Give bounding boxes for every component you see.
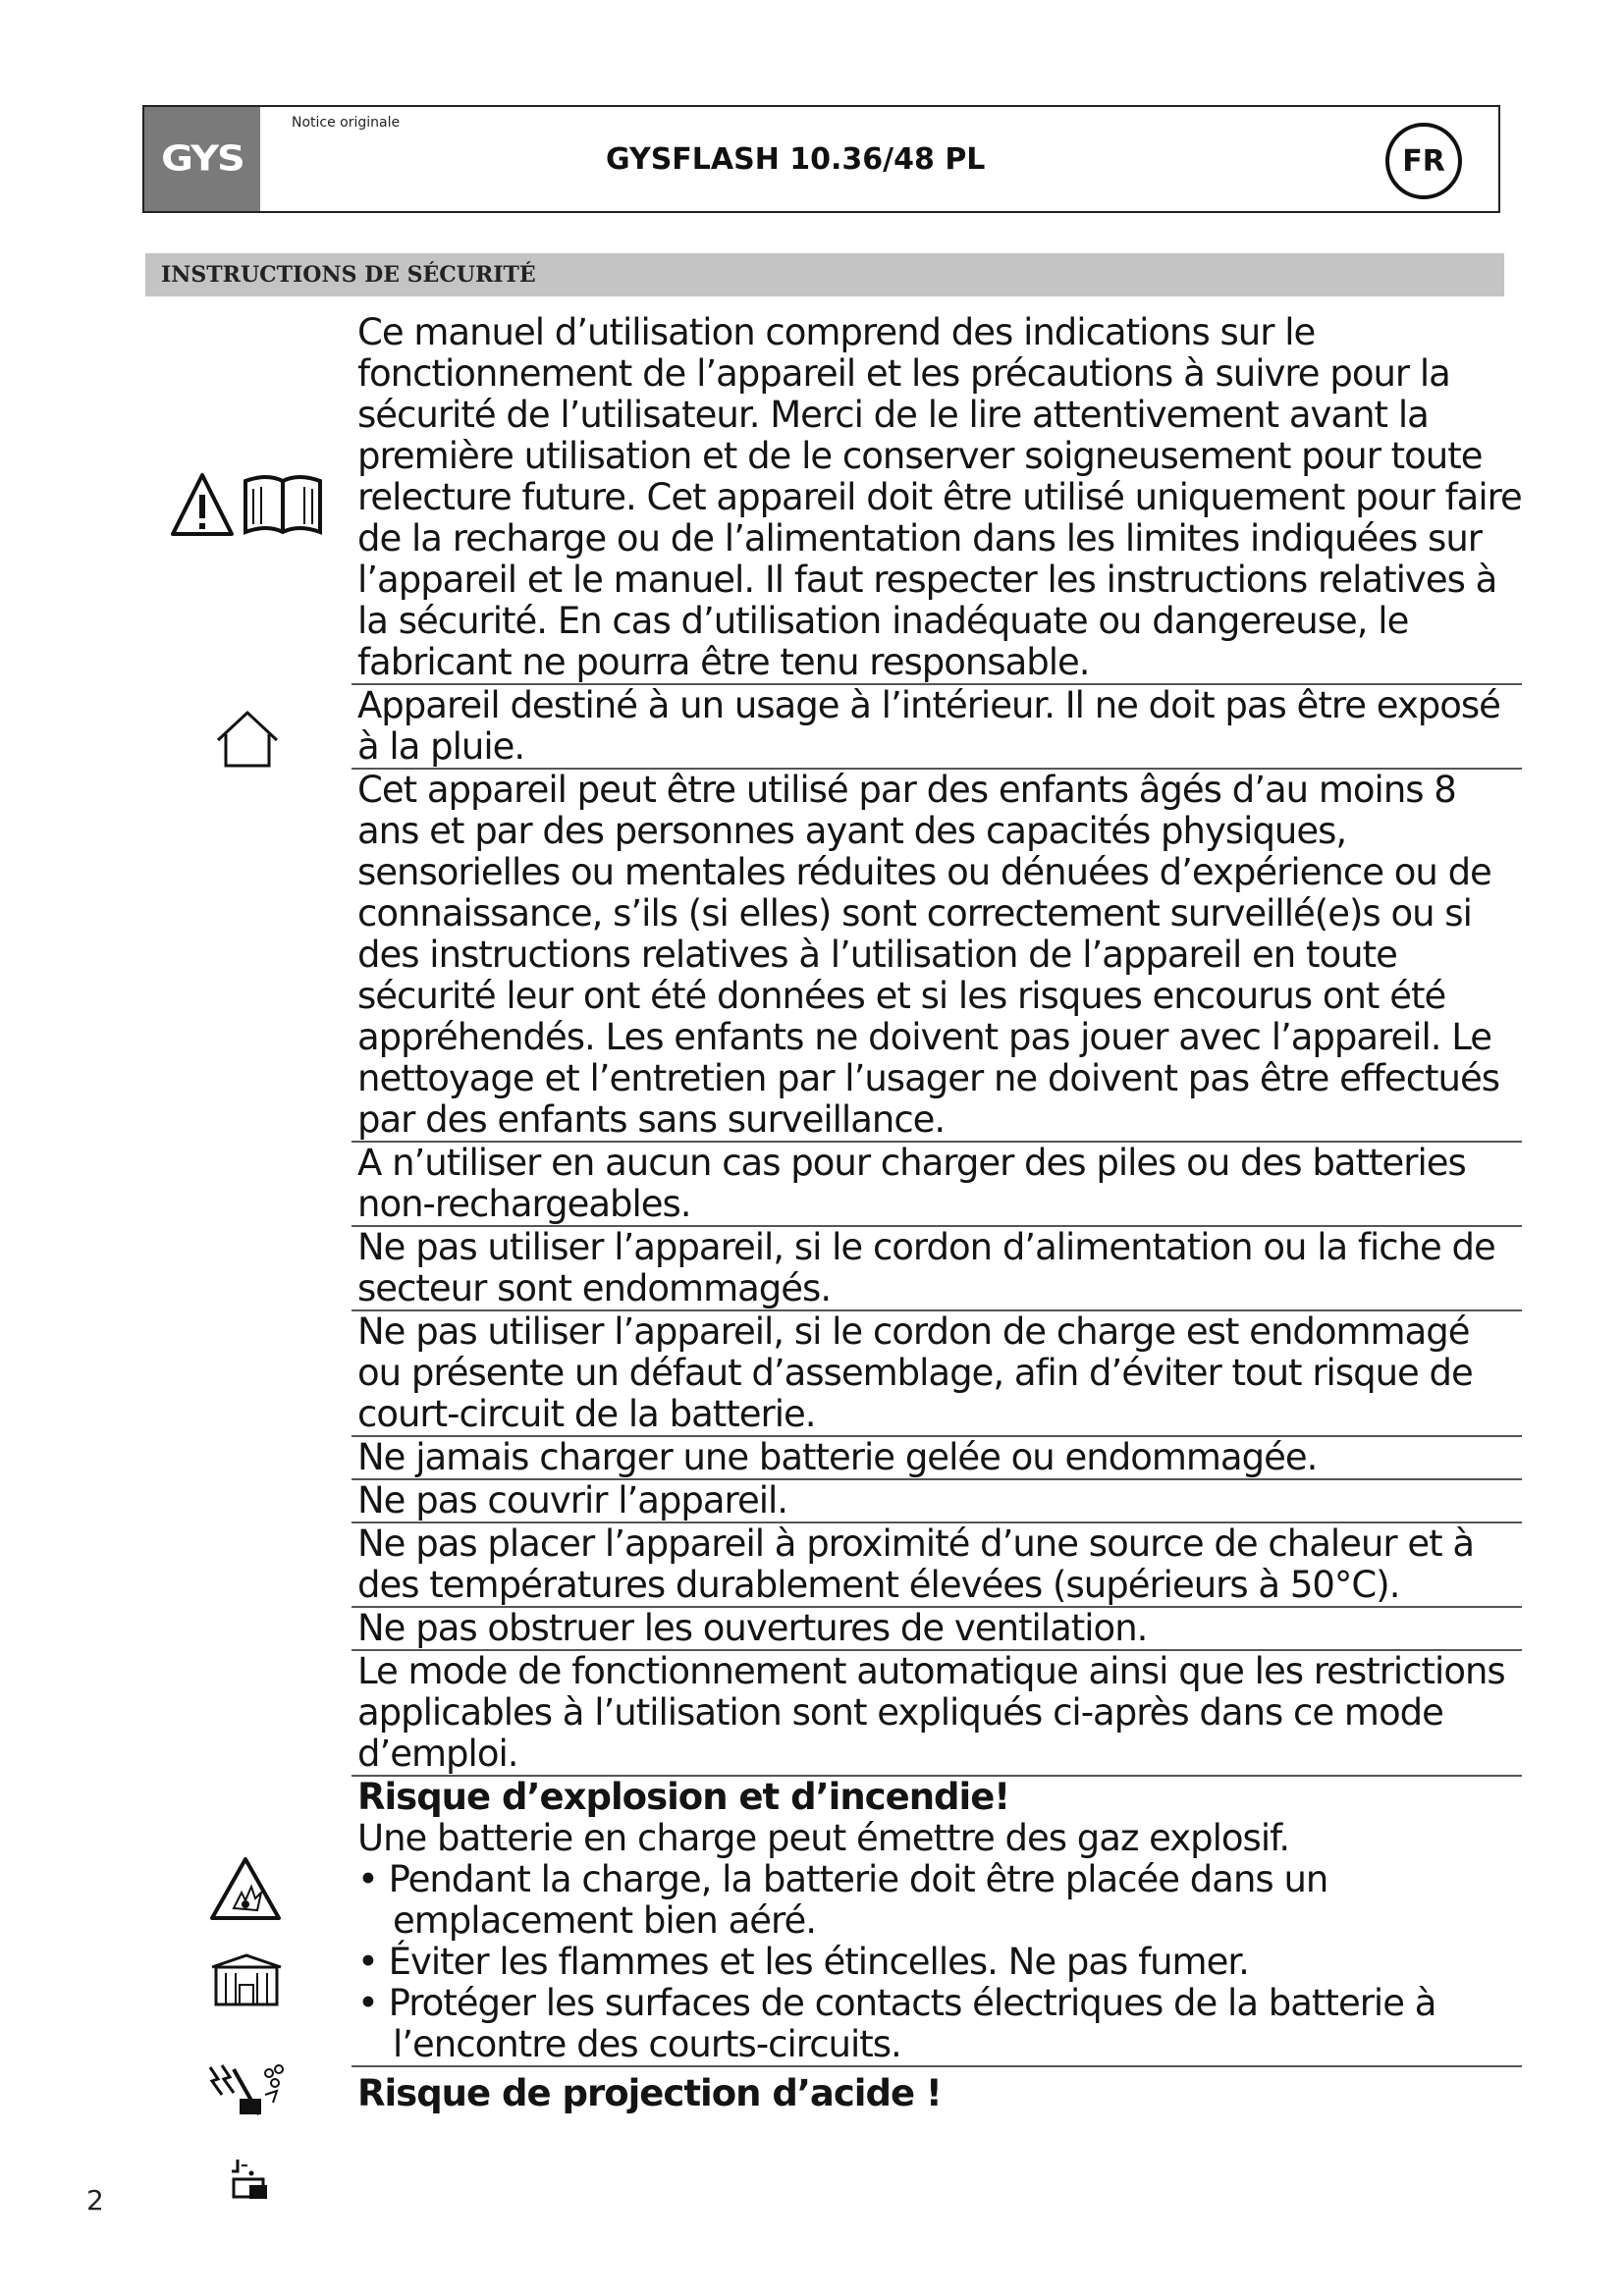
explosion-bullet: • Éviter les flammes et les étincelles. Ne pas fumer. (357, 1941, 1249, 1983)
safety-item-heat (352, 1523, 1522, 1608)
explosion-warning-icon (208, 1855, 283, 1922)
safety-item-non-rechargeable (352, 1143, 1522, 1227)
safety-item-frozen-battery (352, 1437, 1522, 1480)
explosion-heading: Risque d’explosion et d’incendie! (357, 1776, 1010, 1818)
page-number: 2 (86, 2184, 104, 2216)
document-title: GYSFLASH 10.36/48 PL (606, 142, 986, 177)
item-text: Appareil destiné à un usage à l’intérieur. Il ne doit pas être exposé à la pluie. (357, 684, 1500, 768)
ventilation-shelter-icon (208, 1951, 285, 2008)
item-text: Ne jamais charger une batterie gelée ou endommagée. (357, 1436, 1318, 1478)
explosion-intro: Une batterie en charge peut émettre des gaz explosif. (357, 1817, 1290, 1859)
item-text: Le mode de fonctionnement automatique ainsi que les restrictions applicables à l’utilisation sont expliqués ci-après dans ce mode d’emploi. (357, 1650, 1505, 1775)
acid-heading: Risque de projection d’acide ! (357, 2072, 942, 2114)
safety-item-charge-cord (352, 1311, 1522, 1437)
safety-item-no-cover (352, 1480, 1522, 1523)
gys-logo (144, 107, 260, 211)
safety-item-power-cord (352, 1227, 1522, 1311)
explosion-risk-block (352, 1777, 1522, 2067)
safety-instructions (352, 312, 1522, 2114)
language-badge: FR (1385, 123, 1462, 199)
indoor-house-icon (214, 709, 281, 770)
item-text: Cet appareil peut être utilisé par des enfants âgés d’au moins 8 ans et par des personnes ayant des capacités physiques, sensorielles ou mentales réduites ou dénuées d’expérience ou de connaissance, s’ils (si elles) sont correctement surveillé(e)s ou si des instructions relatives à l’utilisation de l’appareil en toute sécurité leur ont été données et si les risques encourus ont été appréhendés. Les enfants ne doivent pas jouer avec l’appareil. Le nettoyage et l’entretien par l’usager ne doivent pas être effectués par des enfants sans surveillance. (357, 769, 1500, 1141)
notice-label: Notice originale (292, 115, 401, 131)
logo-text: GYS (161, 138, 244, 180)
item-text: Ne pas placer l’appareil à proximité d’une source de chaleur et à des températures durablement élevées (supérieurs à 50°C). (357, 1522, 1475, 1606)
item-text: Ne pas utiliser l’appareil, si le cordon d’alimentation ou la fiche de secteur sont endommagés. (357, 1226, 1495, 1309)
safety-item-automatic-mode (352, 1651, 1522, 1777)
warning-manual-icon (169, 469, 326, 540)
item-text: Ne pas utiliser l’appareil, si le cordon de charge est endommagé ou présente un défaut d’assemblage, afin d’éviter tout risque de court-circuit de la batterie. (357, 1310, 1473, 1435)
safety-item-manual (352, 312, 1522, 685)
section-heading-bar (145, 253, 1504, 296)
safety-item-children (352, 770, 1522, 1143)
safety-item-ventilation (352, 1608, 1522, 1651)
acid-projection-icon (228, 2156, 273, 2203)
item-text: Ne pas couvrir l’appareil. (357, 1479, 788, 1522)
item-text: Ne pas obstruer les ouvertures de ventilation. (357, 1607, 1148, 1649)
explosion-bullet: • Pendant la charge, la batterie doit être placée dans un emplacement bien aéré. (357, 1858, 1328, 1942)
acid-risk-block (352, 2067, 1522, 2114)
section-title: INSTRUCTIONS DE SÉCURITÉ (161, 262, 536, 288)
no-flames-sparks-icon (204, 2061, 291, 2120)
item-text: A n’utiliser en aucun cas pour charger des piles ou des batteries non-rechargeables. (357, 1142, 1466, 1225)
explosion-bullet: • Protéger les surfaces de contacts électriques de la batterie à l’encontre des courts-circuits. (357, 1982, 1436, 2065)
document-header (142, 105, 1500, 213)
safety-item-indoor (352, 685, 1522, 770)
item-text: Ce manuel d’utilisation comprend des indications sur le fonctionnement de l’appareil et les précautions à suivre pour la sécurité de l’utilisateur. Merci de le lire attentivement avant la première utilisation et de le conserver soigneusement pour toute relecture future. Cet appareil doit être utilisé uniquement pour faire de la recharge ou de l’alimentation dans les limites indiquées sur l’appareil et le manuel. Il faut respecter les instructions relatives à la sécurité. En cas d’utilisation inadéquate ou dangereuse, le fabricant ne pourra être tenu responsable. (357, 311, 1522, 683)
